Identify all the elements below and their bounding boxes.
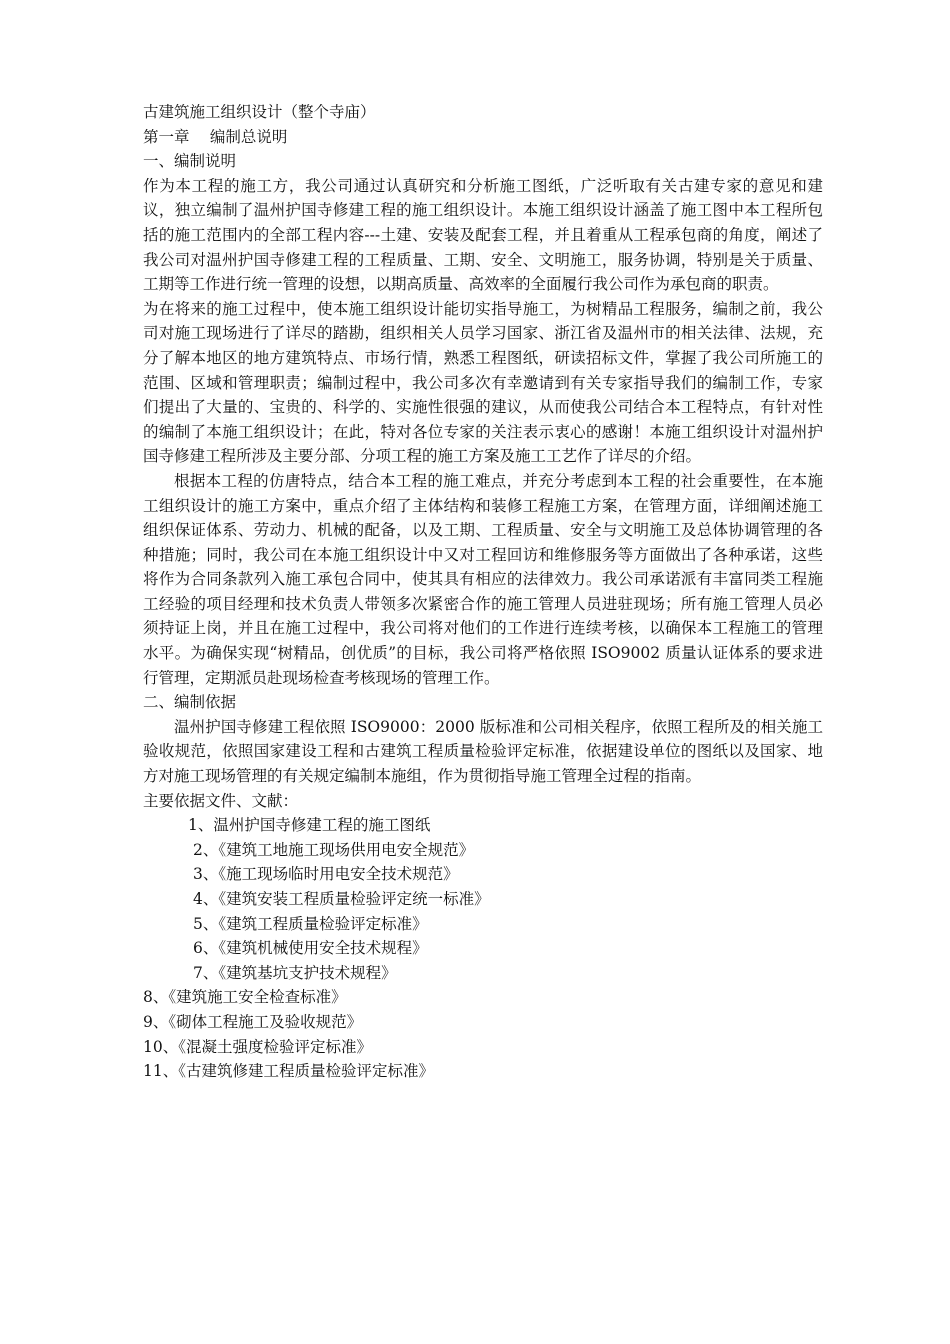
reference-item: 6、《建筑机械使用安全技术规程》 [193,939,428,958]
document-page [143,100,823,1084]
reference-item: 8、《建筑施工安全检查标准》 [143,988,347,1007]
reference-item: 7、《建筑基坑支护技术规程》 [193,963,397,982]
reference-item: 3、《施工现场临时用电安全技术规范》 [193,865,459,884]
reference-item: 10、《混凝土强度检验评定标准》 [143,1037,372,1056]
reference-item: 1、温州护国寺修建工程的施工图纸 [188,816,431,835]
body-paragraph: 根据本工程的仿唐特点，结合本工程的施工难点，并充分考虑到本工程的社会重要性，在本施工组织设计的施工方案中，重点介绍了主体结构和装修工程施工方案，在管理方面，详细阐述施工组织保证体系、劳动力、机械的配备，以及工期、工程质量、安全与文明施工及总体协调管理的各种措施；同时，我公司在本施工组织设计中又对工程回访和维修服务等方面做出了各种承诺，这些将作为合同条款列入施工承包合同中，使其具有相应的法律效力。我公司承诺派有丰富同类工程施工经验的项目经理和技术负责人带领多次紧密合作的施工管理人员进驻现场；所有施工管理人员必须持证上岗，并且在施工过程中，我公司将对他们的工作进行连续考核，以确保本工程施工的管理水平。为确保实现“树精品，创优质”的目标，我公司将严格依照 ISO9002 质量认证体系的要求进行管理，定期派员赴现场检查考核现场的管理工作。 [143,471,823,687]
body-paragraph: 作为本工程的施工方，我公司通过认真研究和分析施工图纸，广泛听取有关古建专家的意见和建议，独立编制了温州护国寺修建工程的施工组织设计。本施工组织设计涵盖了施工图中本工程所包括的施工范围内的全部工程内容---土建、安装及配套工程，并且着重从工程承包商的角度，阐述了我公司对温州护国寺修建工程的工程质量、工期、安全、文明施工，服务协调，特别是关于质量、工期等工作进行统一管理的设想，以期高质量、高效率的全面履行我公司作为承包商的职责。 [143,176,823,294]
section-heading: 一、编制说明 [143,152,237,171]
reference-item: 9、《砌体工程施工及验收规范》 [143,1012,363,1031]
body-paragraph: 温州护国寺修建工程依照 ISO9000：2000 版标准和公司相关程序，依照工程所及的相关施工验收规范，依照国家建设工程和古建筑工程质量检验评定标准，依据建设单位的图纸以及国家、地方对施工现场管理的有关规定编制本施组，作为贯彻指导施工管理全过程的指南。 [143,717,823,786]
section-heading: 二、编制依据 [143,693,237,712]
references-heading: 主要依据文件、文献： [143,791,299,810]
document-title: 古建筑施工组织设计（整个寺庙） [143,103,376,121]
references-list [143,813,823,1084]
reference-item: 5、《建筑工程质量检验评定标准》 [193,914,428,933]
reference-item: 4、《建筑安装工程质量检验评定统一标准》 [193,890,490,908]
body-paragraph: 为在将来的施工过程中，使本施工组织设计能切实指导施工，为树精品工程服务，编制之前，我公司对施工现场进行了详尽的踏勘，组织相关人员学习国家、浙江省及温州市的相关法律、法规，充分了解本地区的地方建筑特点、市场行情，熟悉工程图纸，研读招标文件，掌握了我公司所施工的范围、区域和管理职责；编制过程中，我公司多次有幸邀请到有关专家指导我们的编制工作，专家们提出了大量的、宝贵的、科学的、实施性很强的建议，从而使我公司结合本工程特点，有针对性的编制了本施工组织设计；在此，特对各位专家的关注表示衷心的感谢！本施工组织设计对温州护国寺修建工程所涉及主要分部、分项工程的施工方案及施工工艺作了详尽的介绍。 [143,299,823,466]
reference-item: 2、《建筑工地施工现场供用电安全规范》 [193,840,475,859]
reference-item: 11、《古建筑修建工程质量检验评定标准》 [143,1062,434,1081]
chapter-heading: 第一章 编制总说明 [143,127,288,146]
